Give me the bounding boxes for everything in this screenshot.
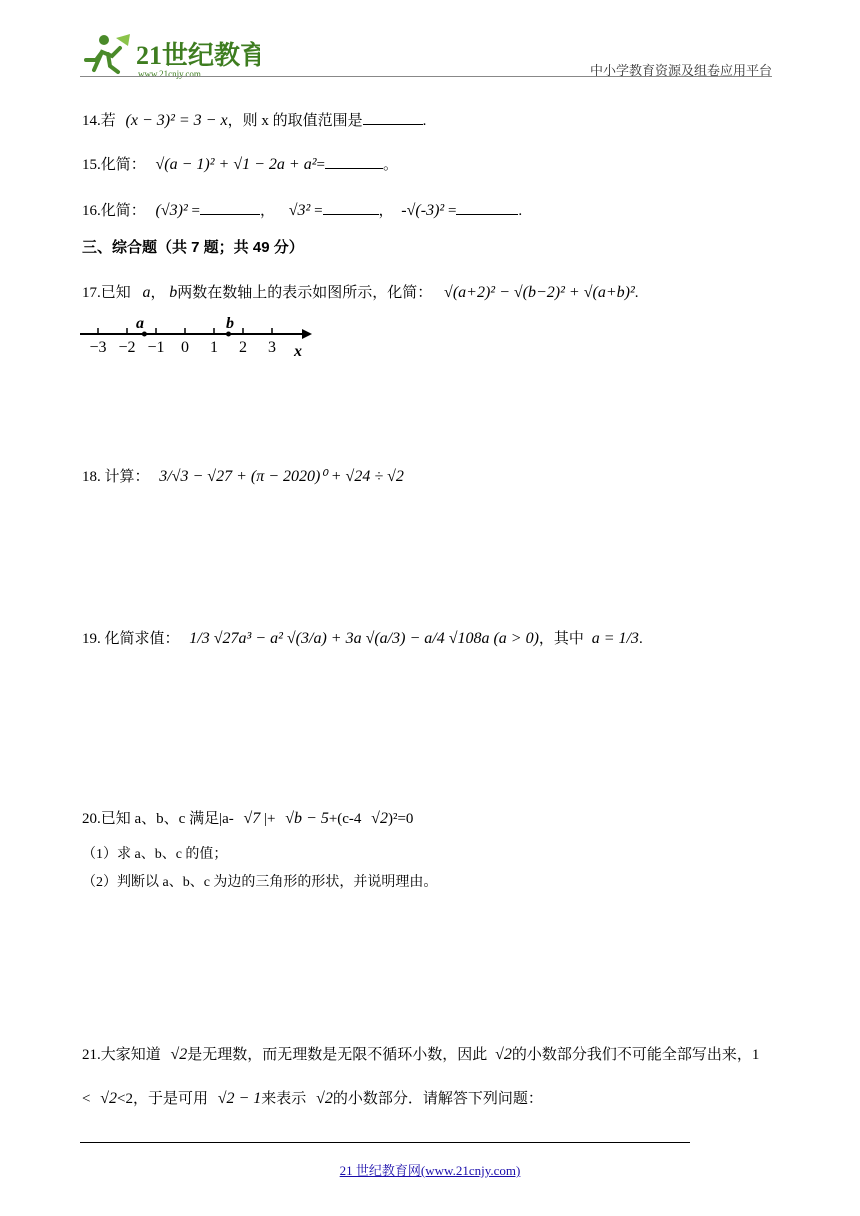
q16-blank1[interactable] [200, 200, 260, 215]
q20-paren-open: +(c-4 [328, 811, 362, 827]
question-21-line1: 21.大家知道 √2是无理数，而无理数是无限不循环小数，因此 √2的小数部分我们不可能全部写出来，1 [82, 1046, 760, 1063]
question-16: 16.化简： (√3)² = ， √3² = ， -√(-3)² = . [82, 202, 523, 219]
q18-number: 18. 计算： [82, 469, 150, 485]
q17-text: 两数在数轴上的表示如图所示，化简： [177, 285, 433, 301]
q17-var-b: b [169, 284, 178, 301]
q16-blank2[interactable] [323, 200, 379, 215]
point-b-dot [226, 332, 231, 337]
q16-expr1: (√3)² [155, 202, 188, 219]
q14-expression: (x − 3)² = 3 − x [125, 112, 228, 129]
question-21-line2: < √2<2，于是可用 √2 − 1来表示 √2的小数部分．请解答下列问题： [82, 1090, 543, 1107]
q21-sqrt2-4: 2 [226, 1090, 235, 1107]
q19-end: . [638, 631, 643, 647]
number-line [80, 314, 320, 365]
q15-blank[interactable] [325, 154, 383, 169]
q19-number: 19. 化简求值： [82, 631, 180, 647]
q17-var-a: a [142, 284, 151, 301]
q15-expr1: (a − 1)² [164, 156, 215, 173]
q16-sep1: ， [259, 203, 275, 219]
q19-expression: 1/3 √27a³ − a² √(3/a) + 3a √(a/3) − a/4 √108a (a > 0) [189, 630, 539, 647]
point-a-label: a [136, 315, 144, 332]
site-logo [80, 30, 260, 82]
runner-icon [86, 34, 130, 72]
q21-minus1: − 1 [238, 1090, 262, 1107]
footer-divider [80, 1142, 690, 1143]
q21-text-e: 来表示 [261, 1091, 307, 1107]
tick-label: −2 [118, 339, 136, 356]
q21-sqrt2-1: 2 [179, 1046, 188, 1063]
tick-label: 0 [181, 339, 189, 356]
tick-label: −1 [147, 339, 165, 356]
q19-text: ，其中 [538, 631, 584, 647]
q15-eq: = [316, 157, 325, 173]
q16-end: . [518, 203, 523, 219]
q21-sqrt2-2: 2 [503, 1046, 512, 1063]
q21-sqrt2-3: 2 [109, 1090, 117, 1107]
question-19 [82, 628, 643, 650]
q20-sqrt-b5: b − 5 [294, 810, 329, 827]
q16-number: 16.化简： [82, 203, 146, 219]
question-17: 17.已知 a， b两数在数轴上的表示如图所示，化简： √(a+2)² − √(b−2)² + √(a+b)². [82, 284, 639, 301]
q17-number: 17.已知 [82, 285, 131, 301]
q21-text-f: 的小数部分．请解答下列问题： [332, 1091, 543, 1107]
q15-expression: √(a − 1)² + √1 − 2a + a² [155, 156, 317, 173]
q21-sqrt2-5: 2 [324, 1090, 333, 1107]
tick-label: 2 [239, 339, 247, 356]
q21-text-c: 的小数部分我们不可能全部写出来，1 [511, 1047, 760, 1063]
q15-expr2: 1 − 2a + a² [242, 156, 317, 173]
q15-end: 。 [382, 157, 398, 173]
q14-blank[interactable] [363, 110, 423, 125]
q14-end: . [422, 113, 427, 129]
tick-label: −3 [89, 339, 107, 356]
question-18 [82, 466, 404, 488]
q21-text-d: <2，于是可用 [117, 1091, 208, 1107]
q17-end: . [634, 285, 639, 301]
logo-url: www.21cnjy.com [138, 69, 201, 79]
point-b-label: b [226, 315, 234, 332]
logo-text: 21世纪教育 [136, 41, 260, 70]
axis-label-x: x [294, 343, 302, 360]
q21-text-a: 21.大家知道 [82, 1047, 161, 1063]
q16-blank3[interactable] [456, 200, 518, 215]
question-15 [82, 154, 398, 176]
point-a-dot [142, 332, 147, 337]
q20-end: )²=0 [387, 811, 414, 827]
q14-text: ，则 x 的取值范围是 [227, 113, 363, 129]
q21-lt: < [82, 1091, 91, 1107]
header-divider [80, 76, 772, 77]
q16-expr3: -√(-3)² [401, 202, 445, 219]
q20-subquestion-2: （2）判断以 a、b、c 为边的三角形的形状，并说明理由。 [82, 875, 438, 890]
q20-subquestion-1: （1）求 a、b、c 的值； [82, 847, 228, 862]
q20-sqrt7: 7 [252, 810, 261, 827]
question-14 [82, 110, 426, 132]
footer-link[interactable]: 21 世纪教育网(www.21cnjy.com) [339, 1163, 521, 1178]
q14-number: 14.若 [82, 113, 116, 129]
q16-sep2: ， [378, 203, 394, 219]
q20-text-start: 20.已知 a、b、c 满足|a- [82, 811, 234, 827]
q20-sqrt2: 2 [379, 810, 388, 827]
q21-text-b: 是无理数，而无理数是无限不循环小数，因此 [187, 1047, 488, 1063]
q17-expression: √(a+2)² − √(b−2)² + √(a+b)² [444, 284, 635, 301]
platform-name: 中小学教育资源及组卷应用平台 [589, 63, 772, 78]
tick-label: 1 [210, 339, 218, 356]
question-20: 20.已知 a、b、c 满足|a- √7 |+ √b − 5+(c-4 √2)²=0 [82, 810, 414, 827]
q19-given: a = 1/3 [591, 630, 639, 647]
q20-abs-close: |+ [264, 811, 276, 827]
q15-number: 15.化简： [82, 157, 146, 173]
q18-expression: 3/√3 − √27 + (π − 2020)⁰ + √24 ÷ √2 [159, 468, 404, 485]
q16-expr2: √3² [288, 202, 311, 219]
section-title: 三、综合题（共 7 题；共 49 分） [82, 239, 304, 256]
tick-label: 3 [268, 339, 276, 356]
